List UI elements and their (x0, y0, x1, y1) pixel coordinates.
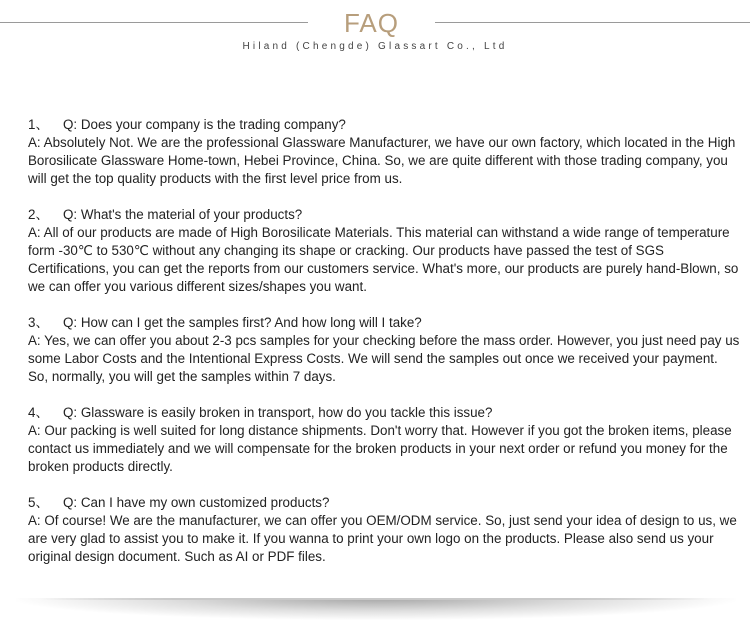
bottom-divider (40, 598, 710, 600)
faq-question (28, 404, 740, 422)
faq-header (0, 0, 750, 60)
faq-answer: A: Absolutely Not. We are the professional Glassware Manufacturer, we have our own factory, which located in the High Borosilicate Glassware Home-town, Hebei Province, China. So, we are quite different with those trading company, you will get the top quality products with the first level price from us. (28, 135, 736, 186)
header-divider-right (435, 22, 750, 23)
faq-number: 5、 (28, 495, 49, 510)
faq-question (28, 116, 740, 134)
faq-question-text: Q: Can I have my own customized products? (63, 495, 330, 510)
faq-number: 4、 (28, 405, 49, 420)
page-title: FAQ (343, 8, 399, 38)
faq-question-text: Q: Does your company is the trading company? (63, 117, 346, 132)
faq-number: 1、 (28, 117, 49, 132)
faq-item (28, 314, 740, 386)
faq-item (28, 404, 740, 476)
bottom-shadow-decoration (16, 598, 736, 620)
faq-question (28, 494, 740, 512)
faq-answer: A: Of course! We are the manufacturer, we can offer you OEM/ODM service. So, just send your idea of design to us, we are very glad to assist you to make it. If you wanna to print your own logo on the products. Please also send us your original design document. Such as AI or PDF files. (28, 513, 737, 564)
faq-question-text: Q: What's the material of your products? (63, 207, 303, 222)
faq-number: 3、 (28, 315, 49, 330)
faq-question (28, 206, 740, 224)
faq-question (28, 314, 740, 332)
header-divider-left (0, 22, 308, 23)
faq-number: 2、 (28, 207, 49, 222)
faq-item (28, 494, 740, 566)
faq-question-text: Q: Glassware is easily broken in transport, how do you tackle this issue? (63, 405, 493, 420)
faq-answer: A: Yes, we can offer you about 2-3 pcs samples for your checking before the mass order. However, you just need pay us some Labor Costs and the Intentional Express Costs. We will send the samples out once we received your payment. So, normally, you will get the samples within 7 days. (28, 333, 740, 384)
faq-answer: A: Our packing is well suited for long distance shipments. Don't worry that. However if you got the broken items, please contact us immediately and we will compensate for the broken products in your next order or refund you money for the broken products directly. (28, 423, 732, 474)
faq-answer: A: All of our products are made of High Borosilicate Materials. This material can withstand a wide range of temperature form -30℃ to 530℃ without any changing its shape or cracking. Our products have passed the test of SGS Certifications, you can get the reports from our customers service. What's more, our products are purely hand-Blown, so we can offer you various different sizes/shapes you want. (28, 225, 739, 294)
faq-list (28, 116, 740, 566)
company-name: Hiland (Chengde) Glassart Co., Ltd (242, 41, 508, 52)
faq-item (28, 206, 740, 296)
faq-item (28, 116, 740, 188)
faq-question-text: Q: How can I get the samples first? And how long will I take? (63, 315, 422, 330)
